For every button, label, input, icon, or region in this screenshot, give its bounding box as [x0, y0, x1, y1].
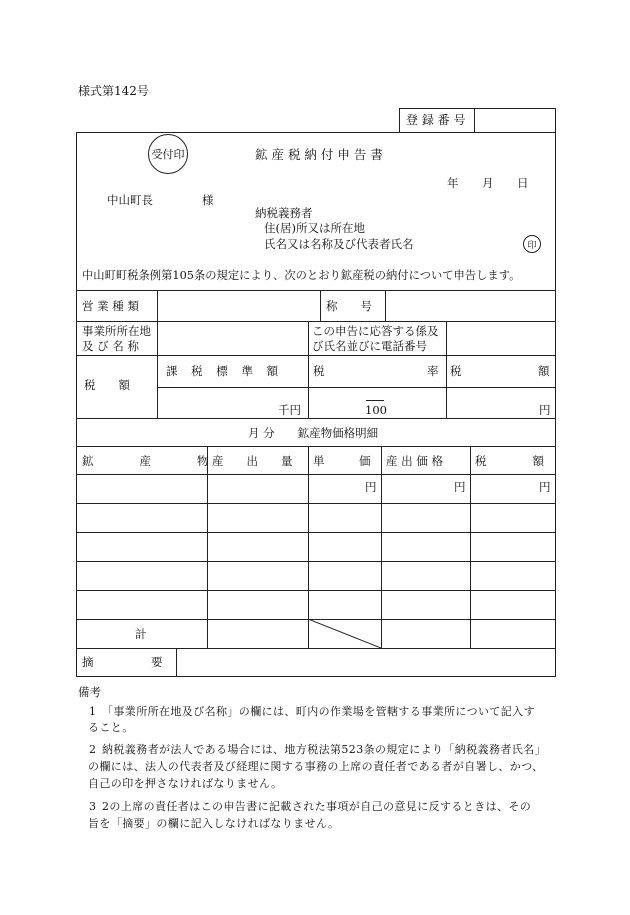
tax-amount-header: 税 [450, 364, 462, 378]
form-title: 鉱 産 税 納 付 申 告 書 [255, 147, 383, 162]
note-number: 3 [89, 800, 96, 813]
taxpayer-name-label: 氏名又は名称及び代表者氏名 [264, 237, 414, 251]
header-mineral: 鉱 産 物 [82, 454, 209, 468]
declaration: 中山町町税条例第105条の規定により、次のとおり鉱産税の納付について申告します。 [82, 269, 521, 282]
honorific: 様 [202, 193, 214, 207]
note-line: の欄には、法人の代表者及び経理に関する事務の上席の責任者である者が自署し、かつ、 [88, 760, 544, 773]
remarks-label: 摘 要 [82, 655, 163, 669]
tax-base-unit: 千円 [278, 403, 301, 417]
office-location-label-1: 事業所所在地 [82, 324, 151, 338]
detail-heading: 月 分 鉱産物価格明細 [248, 426, 379, 440]
note-number: 2 [89, 743, 96, 756]
header-quantity: 産 出 量 [212, 454, 293, 468]
tax-amount-unit: 円 [539, 403, 551, 417]
office-location-label-2: 及 び 名 称 [82, 339, 139, 353]
tax-amount-row-unit: 円 [539, 480, 551, 494]
seal-mark: 印 [523, 235, 541, 253]
tax-row-label: 税 額 [84, 378, 130, 392]
date-month: 月 [482, 176, 494, 190]
date-year: 年 [447, 176, 459, 190]
note-line: 2の上席の責任者はこの申告書に記載された事項が自己の意見に反するときは、その [102, 800, 532, 813]
total-label: 計 [135, 627, 147, 641]
note-line: 「事業所所在地及び名称」の欄には、町内の作業場を管轄する事業所について記入す [102, 705, 535, 718]
tax-rate-denominator: 100 [365, 403, 387, 417]
header-output-value: 産 出 価 格 [386, 454, 443, 468]
date-day: 日 [517, 176, 529, 190]
notes-heading: 備考 [78, 685, 101, 699]
total-slash [308, 619, 381, 648]
note-line: 自己の印を押さなければなりません。 [88, 777, 283, 790]
detail-row-2[interactable] [78, 534, 554, 560]
form-number: 様式第142号 [78, 84, 149, 98]
note-number: 1 [89, 705, 96, 718]
reception-stamp: 受付印 [148, 134, 188, 174]
trade-name-input[interactable] [387, 292, 554, 320]
tax-amount-input[interactable] [448, 389, 554, 417]
registration-label: 登 録 番 号 [406, 113, 466, 127]
addressee: 中山町長 [107, 193, 153, 207]
contact-person-input[interactable] [448, 323, 554, 354]
detail-row-3[interactable] [78, 563, 554, 589]
tax-base-input[interactable] [159, 389, 307, 417]
tax-rate-header-suffix: 率 [427, 364, 439, 378]
business-type-input[interactable] [159, 292, 319, 320]
tax-amount-header-suffix: 額 [538, 364, 550, 378]
note-line: ること。 [88, 721, 134, 734]
trade-name-label: 称 号 [326, 299, 372, 313]
note-line: 旨を「摘要」の欄に記入しなければなりません。 [88, 817, 340, 830]
contact-person-label-2: び氏名並びに電話番号 [312, 339, 427, 353]
remarks-input[interactable] [178, 650, 554, 675]
registration-input[interactable] [476, 110, 554, 130]
contact-person-label-1: この申告に応答する係及 [312, 324, 439, 338]
business-type-label: 営 業 種 類 [82, 299, 139, 313]
taxpayer-heading: 納税義務者 [255, 206, 313, 220]
header-tax-amount: 税 額 [475, 454, 544, 468]
tax-rate-header: 税 [313, 364, 325, 378]
output-value-unit: 円 [454, 480, 466, 494]
detail-row-4[interactable] [78, 592, 554, 618]
office-location-input[interactable] [159, 323, 307, 354]
tax-rate-input[interactable] [310, 389, 445, 417]
note-line: 納税義務者が法人である場合には、地方税法第523条の規定により「納税義務者氏名」 [102, 743, 546, 756]
unit-price-unit: 円 [365, 480, 377, 494]
header-unit-price: 単 価 [313, 454, 371, 468]
taxpayer-address-label: 住(居)所又は所在地 [264, 221, 365, 235]
tax-base-header: 課 税 標 準 額 [166, 364, 284, 378]
detail-row-1[interactable] [78, 505, 554, 531]
